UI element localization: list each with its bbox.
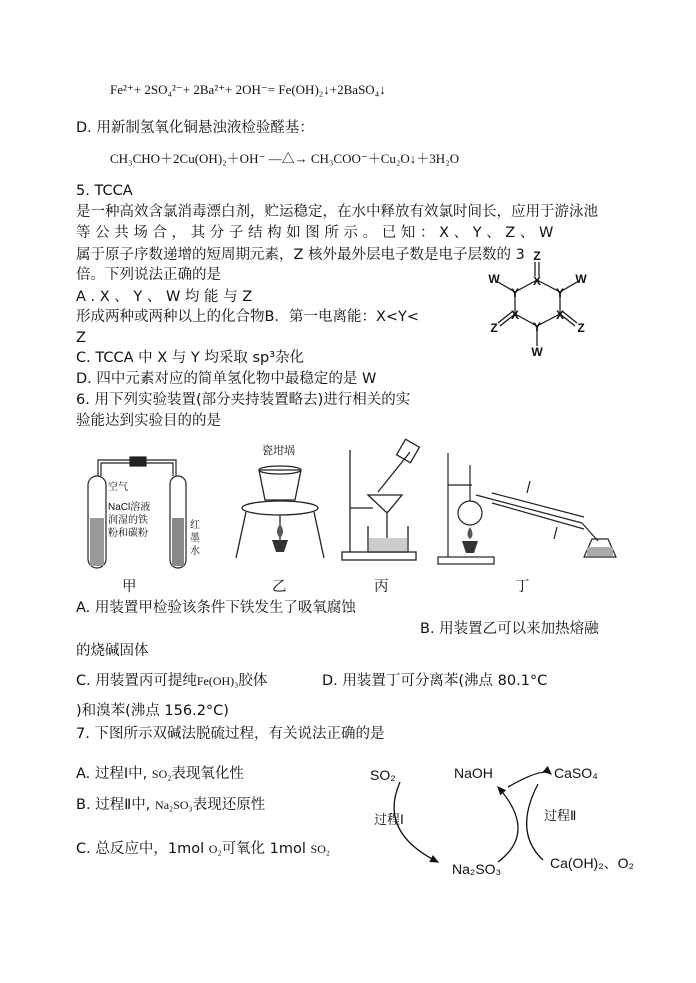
apparatus-ding	[432, 445, 622, 570]
q6-option-c	[76, 674, 267, 689]
diag-process-1: 过程Ⅰ	[374, 812, 404, 827]
q5-stem-line2: 等 公 共 场 合 ， 其 分 子 结 构 如 图 所 示 。 已 知 ： X 、 Y 、 Z 、 W	[76, 225, 554, 241]
diag-process-2: 过程Ⅱ	[544, 808, 577, 823]
diag-caoh2-o2: Ca(OH)₂、O₂	[550, 855, 634, 871]
label-air: 空气	[108, 482, 128, 493]
q5-option-a-cont: 形成两种或两种以上的化合物B．第一电离能：X<Y<	[76, 309, 420, 325]
q5-option-c: C. TCCA 中 X 与 Y 均采取 sp³杂化	[76, 350, 305, 366]
q7-option-a: A. 过程Ⅰ中, SO₂表现氧化性	[76, 766, 244, 782]
caption-jia: 甲	[122, 579, 137, 595]
label-red-3: 水	[190, 546, 200, 557]
q6-option-d: D. 用装置丁可分离苯(沸点 80.1°C	[322, 673, 548, 689]
mol-y-bottom: Y	[532, 320, 542, 334]
mol-z-right: Z	[577, 321, 585, 335]
q7-option-b: B. 过程Ⅱ中, Na₂SO₃表现还原性	[76, 797, 266, 813]
q5-number: 5. TCCA	[76, 183, 133, 199]
diag-naoh: NaOH	[454, 765, 493, 781]
label-crucible: 瓷坩埚	[262, 445, 295, 457]
q6-c-chem: Fe(OH)₃	[196, 674, 239, 688]
mol-x-right: X	[555, 308, 565, 322]
q5-option-d: D. 四中元素对应的简单氢化物中最稳定的是 W	[76, 371, 377, 387]
mol-w-bottom: W	[531, 345, 543, 359]
mol-w-left: W	[488, 272, 500, 286]
mol-y-right: Y	[555, 286, 565, 300]
double-alkali-diagram	[368, 762, 648, 882]
apparatus-jia	[78, 448, 218, 578]
q7-stem: 7. 下图所示双碱法脱硫过程，有关说法正确的是	[76, 726, 385, 742]
label-red-2: 墨	[190, 533, 200, 544]
q6-option-a: A. 用装置甲检验该条件下铁发生了吸氧腐蚀	[76, 600, 356, 616]
label-nacl-3: 粉和碳粉	[108, 528, 148, 539]
diag-so2: SO₂	[370, 767, 396, 783]
mol-w-right: W	[575, 272, 587, 286]
mol-y-left: Y	[510, 286, 520, 300]
q6-stem-line1: 6. 用下列实验装置(部分夹持装置略去)进行相关的实	[76, 392, 411, 408]
diag-caso4: CaSO₄	[554, 765, 598, 781]
label-red-1: 红	[190, 520, 200, 531]
q7-option-c: C. 总反应中，1mol O₂可氧化 1mol SO₂	[76, 841, 331, 857]
q5-stem-line4: 倍。下列说法正确的是	[76, 267, 221, 283]
q4c-equation: Fe²⁺+ 2SO₄²⁻+ 2Ba²⁺+ 2OH⁻= Fe(OH)₂↓+2BaSO₄↓	[110, 82, 386, 97]
label-nacl-1: NaCl溶液	[108, 502, 151, 513]
caption-yi: 乙	[272, 579, 287, 595]
q6-option-d-cont: )和溴苯(沸点 156.2°C)	[76, 703, 229, 719]
q5-stem-line3: 属于原子序数递增的短周期元素，Z 核外最外层电子数是电子层数的 3	[76, 247, 525, 263]
mol-z-top: Z	[533, 249, 541, 263]
caption-bing: 丙	[374, 579, 389, 595]
mol-x-top: X	[532, 274, 542, 288]
q6-c-post: 胶体	[238, 673, 268, 689]
tcca-structure	[470, 250, 610, 360]
q6-option-b: B. 用装置乙可以来加热熔融	[420, 621, 599, 637]
apparatus-yi	[232, 440, 327, 570]
q4d-equation: CH₃CHO＋2Cu(OH)₂＋OH⁻ —△→ CH₃COO⁻＋Cu₂O↓＋3H₂O	[110, 151, 460, 166]
mol-z-left: Z	[490, 321, 498, 335]
caption-ding: 丁	[515, 579, 530, 595]
q6-option-b-cont: 的烧碱固体	[76, 643, 149, 659]
q6-stem-line2: 验能达到实验目的的是	[76, 413, 221, 429]
mol-x-left: X	[510, 308, 520, 322]
q6-c-pre: C. 用装置丙可提纯	[76, 673, 197, 689]
label-nacl-2: 润湿的铁	[108, 515, 148, 526]
diag-na2so3: Na₂SO₃	[452, 861, 502, 877]
q5-stem-line1: 是一种高效含氯消毒漂白剂，贮运稳定，在水中释放有效氯时间长，应用于游泳池	[76, 204, 598, 220]
q5-option-b-cont: Z	[76, 330, 86, 346]
q5-option-a: A . X 、 Y 、 W 均 能 与 Z	[76, 289, 253, 305]
q4d-label: D. 用新制氢氧化铜悬浊液检验醛基：	[76, 120, 314, 136]
apparatus-bing	[338, 440, 428, 570]
